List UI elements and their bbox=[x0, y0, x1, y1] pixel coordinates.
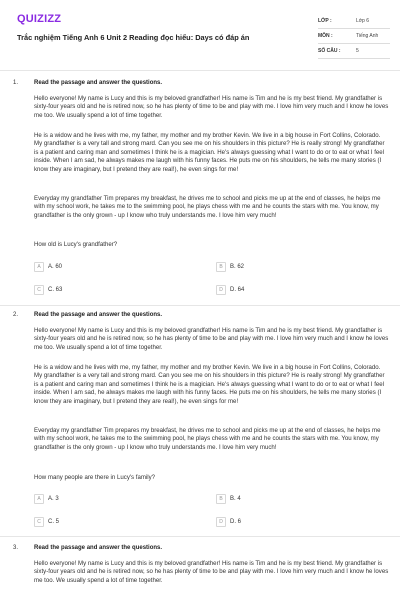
option-letter: D bbox=[216, 285, 226, 295]
meta-value: Lớp 6 bbox=[356, 18, 370, 24]
option-text: C. 63 bbox=[48, 287, 63, 293]
option-text: C. 5 bbox=[48, 519, 60, 525]
option-c[interactable] bbox=[34, 285, 62, 295]
question-prompt: How many people are there in Lucy's family? bbox=[34, 474, 156, 481]
question-divider bbox=[0, 536, 400, 537]
passage-paragraph-3: Everyday my grandfather Tim prepares my breakfast, he drives me to school and picks me up at the end of classes, he helps me with my school work, he takes me to the swimming pool, he plays chess with me and he counts the stars with me. You know, my grandfather is the only grown - up I know who truly understands me. I love him very much! bbox=[34, 195, 381, 219]
option-d[interactable] bbox=[216, 285, 244, 295]
option-letter: C bbox=[34, 285, 44, 295]
meta-value: 5 bbox=[356, 48, 359, 54]
option-letter: C bbox=[34, 517, 44, 527]
option-text: B. 62 bbox=[230, 264, 245, 270]
option-text: A. 3 bbox=[48, 496, 59, 502]
passage-paragraph-1: Hello everyone! My name is Lucy and this is my beloved grandfather! His name is Tim and he is my best friend. My grandfather is sixty-four years old and he is retired now, so he has plenty of time to be and play with me. I love him very much and I know he loves me too. We usually spend a lot of time together. bbox=[34, 95, 389, 119]
question-number: 2. bbox=[13, 312, 19, 318]
header-divider bbox=[0, 70, 400, 71]
question-divider bbox=[0, 305, 400, 306]
meta-row-count bbox=[318, 44, 390, 59]
option-b[interactable] bbox=[216, 494, 241, 504]
worksheet-header bbox=[0, 0, 400, 68]
option-letter: A bbox=[34, 262, 44, 272]
meta-row-subject bbox=[318, 29, 390, 44]
option-a[interactable] bbox=[34, 494, 59, 504]
meta-key: LỚP : bbox=[318, 18, 332, 24]
option-b[interactable] bbox=[216, 262, 244, 272]
question-heading: Read the passage and answer the questions. bbox=[34, 312, 163, 318]
option-text: A. 60 bbox=[48, 264, 63, 270]
meta-table bbox=[318, 14, 390, 59]
question-prompt: How old is Lucy's grandfather? bbox=[34, 241, 118, 248]
quizizz-logo: QUIZIZZ bbox=[17, 13, 62, 25]
option-text: D. 6 bbox=[230, 519, 242, 525]
passage-paragraph-1: Hello everyone! My name is Lucy and this is my beloved grandfather! His name is Tim and he is my best friend. My grandfather is sixty-four years old and he is retired now, so he has plenty of time to be and play with me. I love him very much and I know he loves me too. We usually spend a lot of time together. bbox=[34, 327, 389, 351]
question-number: 3. bbox=[13, 545, 19, 551]
meta-row-grade bbox=[318, 14, 390, 29]
option-letter: B bbox=[216, 494, 226, 504]
passage-paragraph-2: He is a widow and he lives with me, my father, my mother and my brother Kevin. We live in a big house in Fort Collins, Colorado. My grandfather is a very tall and strong mard. Can you see me on his shoulders in this picture? He is really strong! My grandfather is a patient and caring man and sometimes I think he is a magician. He's always guessing what I want to do or to eat or what I feel inside. When I am sad, he always makes me laugh with his funny faces. He puts me on his shoulders, he tells me many stories (I know they are imaginary, but I pretend they are real!), he even sings for me! bbox=[34, 132, 385, 173]
option-text: D. 64 bbox=[230, 287, 245, 293]
page-title: Trắc nghiệm Tiếng Anh 6 Unit 2 Reading đọc hiểu: Days có đáp án bbox=[17, 33, 250, 42]
option-c[interactable] bbox=[34, 517, 59, 527]
option-letter: B bbox=[216, 262, 226, 272]
meta-value: Tiếng Anh bbox=[356, 33, 379, 39]
option-letter: D bbox=[216, 517, 226, 527]
meta-key: MÔN : bbox=[318, 33, 333, 39]
option-d[interactable] bbox=[216, 517, 241, 527]
option-a[interactable] bbox=[34, 262, 62, 272]
option-letter: A bbox=[34, 494, 44, 504]
question-number: 1. bbox=[13, 80, 19, 86]
question-heading: Read the passage and answer the questions. bbox=[34, 545, 163, 551]
passage-paragraph-3: Everyday my grandfather Tim prepares my breakfast, he drives me to school and picks me up at the end of classes, he helps me with my school work, he takes me to the swimming pool, he plays chess with me and he counts the stars with me. You know, my grandfather is the only grown - up I know who truly understands me. I love him very much! bbox=[34, 427, 381, 451]
question-heading: Read the passage and answer the questions. bbox=[34, 80, 163, 86]
passage-paragraph-1: Hello everyone! My name is Lucy and this is my beloved grandfather! His name is Tim and he is my best friend. My grandfather is sixty-four years old and he is retired now, so he has plenty of time to be and play with me. I love him very much and I know he loves me too. We usually spend a lot of time together. bbox=[34, 560, 389, 584]
passage-paragraph-2: He is a widow and he lives with me, my father, my mother and my brother Kevin. We live in a big house in Fort Collins, Colorado. My grandfather is a very tall and strong mard. Can you see me on his shoulders in this picture? He is really strong! My grandfather is a patient and caring man and sometimes I think he is a magician. He's always guessing what I want to do or to eat or what I feel inside. When I am sad, he always makes me laugh with his funny faces. He puts me on his shoulders, he tells me many stories (I know they are imaginary, but I pretend they are real!), he even sings for me! bbox=[34, 364, 385, 405]
meta-key: SỐ CÂU : bbox=[318, 48, 341, 54]
option-text: B. 4 bbox=[230, 496, 241, 502]
